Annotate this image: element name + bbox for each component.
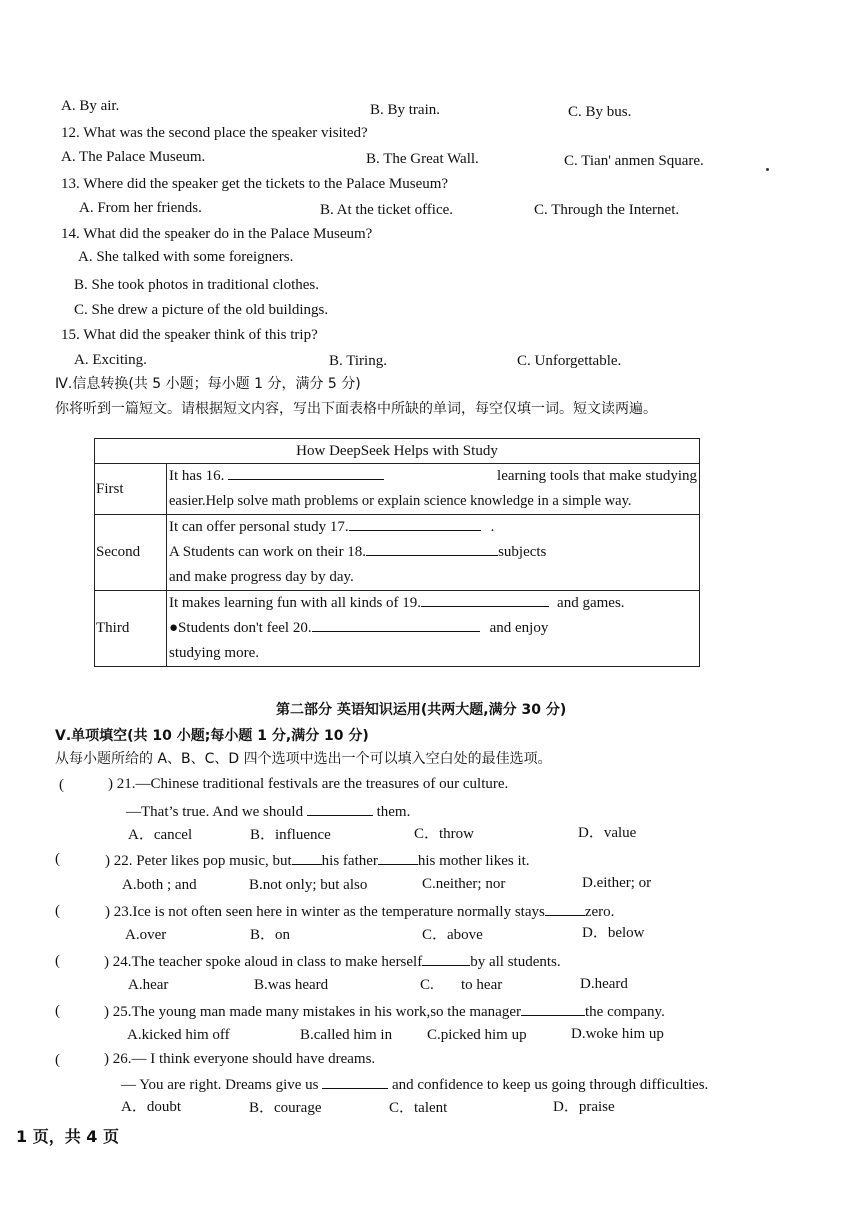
q24-option-c-label: C. [420,977,434,993]
section5-instruction: 从每小题所给的 A、B、C、D 四个选项中选出一个可以填入空白处的最佳选项。 [55,751,552,767]
q25-stem [104,1001,665,1021]
q24-option-c: to hear [461,977,503,993]
q24-option-d: D.heard [580,976,628,992]
q15-option-a: A. Exciting. [74,352,147,368]
row-content [167,464,700,515]
q13-option-c: C. Through the Internet. [534,202,680,218]
row-label: Third [95,591,167,667]
q22-blank-2[interactable] [378,850,418,865]
q23-blank[interactable] [545,901,585,916]
row-text: It can offer personal study 17. [169,519,349,535]
row-text: It has 16. [169,468,225,484]
q21-line2 [126,801,410,821]
q14-stem: 14. What did the speaker do in the Palace Museum? [61,226,373,242]
q21-line1: ) 21.—Chinese traditional festivals are the treasures of our culture. [108,776,509,792]
blank-16[interactable] [228,465,384,480]
row-text: A Students can work on their 18. [169,544,367,560]
q24-stem [104,951,561,971]
section4-instruction: 你将听到一篇短文。请根据短文内容，写出下面表格中所缺的单词，每空仅填一词。短文读两遍。 [55,401,657,417]
q23-text: zero. [584,904,615,920]
q21-text: —That’s true. And we should [126,804,304,820]
row-content [167,591,700,667]
row-label: Second [95,515,167,591]
q23-text: ) 23.Ice is not often seen here in winter as the temperature normally stays [105,904,545,920]
answer-paren: ( [55,851,60,867]
row-text: learning tools that make studying [497,468,697,484]
q15-option-c: C. Unforgettable. [517,353,622,369]
row-content [167,515,700,591]
speck-mark [766,168,769,171]
table-row-third [95,591,700,667]
q23-option-a: A.over [125,927,167,943]
table-title: How DeepSeek Helps with Study [95,439,700,464]
q21-blank[interactable] [307,801,373,816]
q22-option-d: D.either; or [582,875,652,891]
answer-paren: ( [55,903,60,919]
q25-blank[interactable] [521,1001,585,1016]
q13-option-a: A. From her friends. [79,200,202,216]
answer-paren: ( [55,1003,60,1019]
section4-title: Ⅳ.信息转换(共 5 小题；每小题 1 分，满分 5 分) [55,376,361,392]
table-row-first [95,464,700,515]
q23-option-b: B．on [250,927,291,943]
q21-option-b: B．influence [250,827,331,843]
row-text: subjects [498,544,547,560]
q15-option-b: B. Tiring. [329,353,387,369]
q14-option-b: B. She took photos in traditional clothes. [74,277,319,293]
q15-stem: 15. What did the speaker think of this trip? [61,327,318,343]
blank-19[interactable] [421,592,549,607]
q14-option-a: A. She talked with some foreigners. [78,249,294,265]
blank-18[interactable] [366,541,498,556]
page-footer: 1 页，共 4 页 [16,1127,119,1146]
q22-text: ) 22. Peter likes pop music, but [105,853,292,869]
q26-option-b: B．courage [249,1100,322,1116]
blank-20[interactable] [312,617,480,632]
q21-option-c: C．throw [414,826,475,842]
q22-stem [105,850,530,870]
q26-option-a: A．doubt [121,1099,182,1115]
answer-paren: ( [55,1052,60,1068]
q11-option-b: B. By train. [370,102,440,118]
q23-stem [105,901,614,921]
part2-title: 第二部分 英语知识运用(共两大题,满分 30 分) [276,702,567,718]
row-text: and games. [557,595,625,611]
q11-option-a: A. By air. [61,98,120,114]
q21-text: them. [376,804,411,820]
q24-option-a: A.hear [128,977,169,993]
q14-option-c: C. She drew a picture of the old buildings. [74,302,329,318]
q22-text: his father [321,853,378,869]
q13-option-b: B. At the ticket office. [320,202,454,218]
q26-option-d: D．praise [553,1099,615,1115]
q12-option-c: C. Tian' anmen Square. [564,153,704,169]
q25-option-c: C.picked him up [427,1027,527,1043]
q12-option-b: B. The Great Wall. [366,151,479,167]
q11-option-c: C. By bus. [568,104,632,120]
q26-text: — You are right. Dreams give us [121,1077,319,1093]
blank-17[interactable] [349,516,481,531]
q21-option-d: D．value [578,825,637,841]
q24-text: ) 24.The teacher spoke aloud in class to make herself [104,954,423,970]
q12-option-a: A. The Palace Museum. [61,149,206,165]
q25-option-d: D.woke him up [571,1026,664,1042]
row-text: studying more. [169,645,259,661]
q22-option-b: B.not only; but also [249,877,368,893]
q12-stem: 12. What was the second place the speaker visited? [61,125,368,141]
row-text: It makes learning fun with all kinds of 19. [169,595,422,611]
row-text: and enjoy [489,620,549,636]
q25-text: ) 25.The young man made many mistakes in his work,so the manager [104,1004,521,1020]
answer-paren: ( [55,953,60,969]
row-label: First [95,464,167,515]
answer-paren: ( [59,777,64,793]
q24-option-b: B.was heard [254,977,329,993]
q26-line2 [121,1074,708,1094]
q26-line1: ) 26.— I think everyone should have dreams. [104,1051,376,1067]
row-text: easier.Help solve math problems or explain science knowledge in a simple way. [169,493,632,509]
q22-text: his mother likes it. [417,853,530,869]
row-text: . [490,519,495,535]
q24-text: by all students. [470,954,561,970]
q22-option-a: A.both ; and [122,877,197,893]
info-table [94,438,700,667]
q25-text: the company. [585,1004,665,1020]
section5-title: Ⅴ.单项填空(共 10 小题;每小题 1 分,满分 10 分) [55,728,369,744]
table-row-second [95,515,700,591]
q26-option-c: C．talent [389,1100,448,1116]
q25-option-b: B.called him in [300,1027,393,1043]
q23-option-d: D．below [582,925,645,941]
q26-blank[interactable] [322,1074,388,1089]
q26-text: and confidence to keep us going through difficulties. [391,1077,709,1093]
q23-option-c: C．above [422,927,483,943]
row-text: ●Students don't feel 20. [169,620,312,636]
q22-blank-1[interactable] [292,850,322,865]
row-text: and make progress day by day. [169,569,354,585]
q24-blank[interactable] [422,951,470,966]
q22-option-c: C.neither; nor [422,876,506,892]
q21-option-a: A．cancel [128,827,193,843]
q25-option-a: A.kicked him off [127,1027,230,1043]
q13-stem: 13. Where did the speaker get the tickets to the Palace Museum? [61,176,449,192]
